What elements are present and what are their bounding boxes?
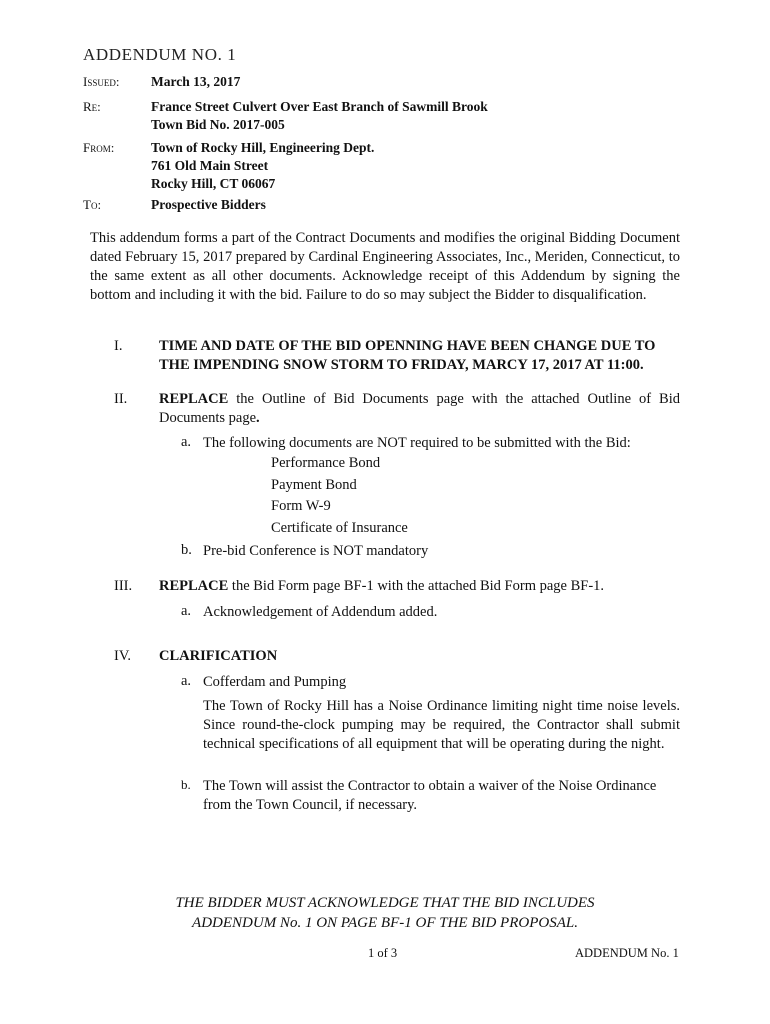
section-2a-text: The following documents are NOT required to be submitted with the Bid:: [203, 435, 631, 451]
document-title: ADDENDUM NO. 1: [83, 45, 237, 64]
section-4b-letter: b.: [181, 777, 191, 792]
section-2-replace: REPLACE: [159, 391, 229, 407]
re-label: Re:: [83, 99, 101, 114]
doc-item: Form W-9: [271, 498, 331, 514]
section-4-numeral: IV.: [114, 648, 132, 664]
section-2-numeral: II.: [114, 391, 128, 407]
section-3a-letter: a.: [181, 603, 192, 619]
issued-value: March 13, 2017: [151, 74, 241, 89]
re-value: [151, 98, 488, 134]
section-3a-text: Acknowledgement of Addendum added.: [203, 604, 438, 620]
acknowledgement-line-1: THE BIDDER MUST ACKNOWLEDGE THAT THE BID INCLUDES: [175, 895, 595, 911]
from-street: 761 Old Main Street: [151, 158, 269, 173]
section-2-end: .: [256, 410, 260, 426]
section-4a-letter: a.: [181, 673, 192, 689]
section-2a-letter: a.: [181, 434, 192, 450]
section-2b-text: Pre-bid Conference is NOT mandatory: [203, 543, 429, 559]
doc-item: Performance Bond: [271, 455, 381, 471]
to-label: To:: [83, 197, 102, 212]
acknowledgement-line-2: ADDENDUM No. 1 ON PAGE BF-1 OF THE BID PROPOSAL.: [192, 915, 578, 931]
intro-paragraph: This addendum forms a part of the Contract Documents and modifies the original Bidding Document dated February 15, 2017 prepared by Cardinal Engineering Associates, Inc., Meriden, Connecticut, to the same extent as all other documents. Acknowledge receipt of this Addendum by signing the bottom and including it with the bid. Failure to do so may subject the Bidder to disqualification.: [90, 230, 680, 303]
section-4a-paragraph: The Town of Rocky Hill has a Noise Ordinance limiting night time noise levels. Since round-the-clock pumping may be required, the Contractor shall submit technical specifications of all equipment that will be operating during the night.: [203, 698, 680, 752]
footer-label: ADDENDUM No. 1: [575, 946, 679, 960]
section-4a-text: Cofferdam and Pumping: [203, 674, 347, 690]
section-4-heading: CLARIFICATION: [159, 648, 278, 664]
doc-item: Payment Bond: [271, 477, 357, 493]
issued-label: Issued:: [83, 74, 120, 89]
section-2-body: the Outline of Bid Documents page with the attached Outline of Bid Documents page: [159, 391, 680, 426]
page-number: 1 of 3: [368, 946, 398, 960]
section-3-text: [159, 577, 680, 596]
section-1-text: TIME AND DATE OF THE BID OPENNING HAVE BEEN CHANGE DUE TO THE IMPENDING SNOW STORM TO FRIDAY, MARCY 17, 2017 AT 11:00.: [159, 338, 656, 373]
section-4b-text: The Town will assist the Contractor to obtain a waiver of the Noise Ordinance from the Town Council, if necessary.: [203, 778, 657, 813]
section-3-body: the Bid Form page BF-1 with the attached Bid Form page BF-1.: [228, 578, 605, 594]
section-2b-letter: b.: [181, 542, 192, 558]
section-1-numeral: I.: [114, 338, 123, 354]
project-name: France Street Culvert Over East Branch of Sawmill Brook: [151, 99, 488, 114]
acknowledgement-note: [90, 893, 680, 933]
from-label: From:: [83, 140, 115, 155]
section-2-text: [159, 390, 680, 428]
section-3-numeral: III.: [114, 578, 133, 594]
from-organization: Town of Rocky Hill, Engineering Dept.: [151, 140, 375, 155]
bid-number: Town Bid No. 2017-005: [151, 117, 285, 132]
doc-item: Certificate of Insurance: [271, 520, 408, 536]
to-value: Prospective Bidders: [151, 197, 266, 212]
from-value: [151, 139, 374, 193]
from-city: Rocky Hill, CT 06067: [151, 176, 276, 191]
section-3-replace: REPLACE: [159, 578, 229, 594]
